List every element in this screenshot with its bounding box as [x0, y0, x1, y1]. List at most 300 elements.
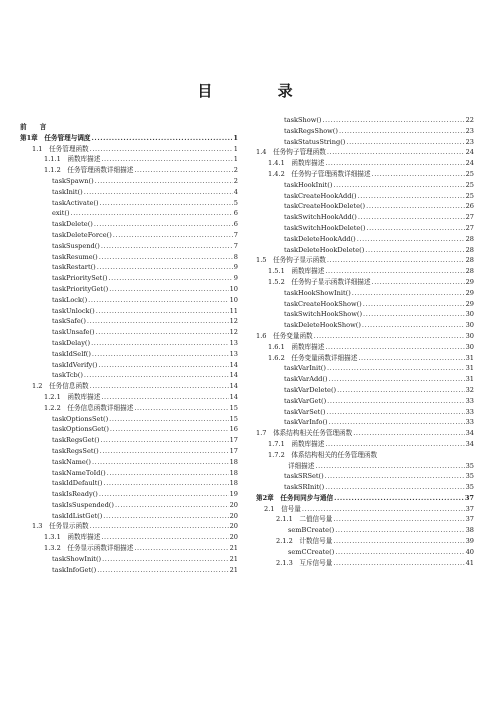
toc-entry-label: 第1章 任务管理与调度: [20, 133, 91, 142]
toc-page-number: 6: [233, 209, 238, 218]
toc-page-number: 1: [233, 155, 238, 164]
toc-leader-dots: [337, 385, 465, 396]
toc-entry: [20, 187, 238, 198]
toc-entry: [20, 154, 238, 165]
toc-page-number: 35: [465, 461, 474, 470]
toc-page-number: 29: [465, 288, 474, 297]
toc-page-number: 39: [465, 537, 474, 546]
toc-page-number: 20: [229, 511, 238, 520]
toc-entry-label: semBCreate(): [288, 526, 335, 535]
toc-entry: [20, 435, 238, 446]
toc-entry-label: taskIdDefault(): [52, 479, 103, 488]
toc-entry-label: taskStatusString(): [284, 137, 346, 146]
toc-entry-label: 1.6.2 任务变量函数详细描述: [268, 353, 358, 362]
toc-page-number: 35: [465, 483, 474, 492]
toc-entry: [256, 299, 474, 310]
toc-entry: [256, 461, 474, 472]
toc-entry-label: 2.1 信号量: [264, 504, 301, 513]
toc-entry-label: taskCreateHookShow(): [284, 299, 362, 308]
toc-entry: [20, 252, 238, 263]
toc-page-number: 19: [229, 490, 238, 499]
toc-leader-dots: [353, 428, 464, 439]
toc-page-number: 13: [229, 338, 238, 347]
toc-entry: [256, 504, 474, 515]
toc-page-number: 10: [229, 295, 238, 304]
toc-entry-label: taskOptionsSet(): [52, 414, 109, 423]
toc-entry: [256, 353, 474, 364]
toc-page-number: 18: [229, 479, 238, 488]
toc-leader-dots: [333, 180, 464, 191]
toc-leader-dots: [372, 169, 465, 180]
toc-leader-dots: [335, 547, 464, 558]
toc-page-number: 28: [465, 267, 474, 276]
toc-entry-label: taskSRSet(): [284, 472, 324, 481]
toc-page-number: 9: [233, 274, 238, 283]
toc-entry: [256, 234, 474, 245]
toc-leader-dots: [71, 208, 233, 219]
toc-page-number: 26: [465, 202, 474, 211]
toc-entry-label: taskSpawn(): [52, 176, 94, 185]
toc-page-number: 1: [233, 144, 238, 153]
toc-entry-label: taskDelay(): [52, 338, 91, 347]
toc-leader-dots: [102, 554, 229, 565]
toc-leader-dots: [358, 353, 464, 364]
toc-entry-label: taskSafe(): [52, 317, 86, 326]
toc-entry: [20, 198, 238, 209]
toc-entry: [256, 558, 474, 569]
toc-entry-label: taskShow(): [284, 116, 322, 124]
toc-leader-dots: [334, 493, 464, 504]
toc-leader-dots: [92, 133, 233, 144]
toc-leader-dots: [101, 532, 228, 543]
toc-leader-dots: [134, 543, 228, 554]
toc-entry-label: taskCreateHookDelete(): [284, 202, 366, 211]
toc-entry: [256, 126, 474, 137]
toc-leader-dots: [325, 266, 464, 277]
toc-page-number: 35: [465, 472, 474, 481]
toc-page-number: 10: [229, 284, 238, 293]
toc-entry: [256, 158, 474, 169]
toc-entry: [20, 511, 238, 522]
toc-leader-dots: [99, 252, 233, 263]
toc-entry: [20, 392, 238, 403]
toc-leader-dots: [329, 417, 465, 428]
toc-entry-label: taskDeleteHookAdd(): [284, 234, 356, 243]
toc-entry-label: taskInit(): [52, 187, 83, 196]
toc-entry: [20, 306, 238, 317]
toc-entry-label: 1.5.1 函数库描述: [268, 267, 325, 276]
toc-page-number: 18: [229, 468, 238, 477]
toc-entry-label: 2.1.1 二值信号量: [276, 515, 333, 524]
toc-leader-dots: [103, 511, 228, 522]
toc-entry: [256, 245, 474, 256]
toc-leader-dots: [110, 424, 229, 435]
toc-entry: [20, 532, 238, 543]
toc-page-number: 5: [233, 198, 238, 207]
toc-leader-dots: [327, 363, 465, 374]
toc-entry: [20, 133, 238, 144]
toc-leader-dots: [101, 392, 228, 403]
toc-entry: [20, 208, 238, 219]
toc-entry: [20, 500, 238, 511]
toc-entry-label: 1.7.1 函数库描述: [268, 439, 325, 448]
toc-entry-label: taskNameToId(): [52, 468, 106, 477]
toc-leader-dots: [333, 514, 464, 525]
toc-leader-dots: [357, 234, 465, 245]
toc-entry-label: 1.3 任务显示函数: [32, 522, 89, 531]
toc-entry: [20, 338, 238, 349]
toc-leader-dots: [326, 407, 464, 418]
toc-entry-label: taskIdListGet(): [52, 511, 103, 520]
toc-entry-label: 详细描述: [288, 461, 315, 470]
toc-entry-label: taskIdVerify(): [52, 360, 98, 369]
toc-entry: [20, 316, 238, 327]
toc-page-number: 33: [465, 407, 474, 416]
toc-page-number: 37: [464, 493, 474, 502]
toc-entry: [256, 450, 474, 461]
toc-page-number: 8: [233, 252, 238, 261]
toc-leader-dots: [363, 299, 465, 310]
toc-page-number: 29: [465, 299, 474, 308]
toc-entry-label: 1.4.2 任务钩子管理函数详细描述: [268, 169, 371, 178]
toc-entry-label: taskIdSelf(): [52, 349, 91, 358]
toc-page-number: 14: [229, 382, 238, 391]
toc-entry: [256, 374, 474, 385]
toc-entry: [256, 115, 474, 126]
toc-entry: [20, 262, 238, 273]
toc-leader-dots: [325, 158, 464, 169]
toc-page-number: 25: [465, 191, 474, 200]
toc-entry-label: taskDeleteHookShow(): [284, 321, 361, 330]
toc-entry-label: 1.2 任务信息函数: [32, 382, 89, 391]
toc-entry-label: taskOptionsGet(): [52, 425, 109, 434]
toc-entry: [256, 439, 474, 450]
page-title: 目 录: [197, 82, 323, 100]
toc-entry: [20, 165, 238, 176]
toc-entry-label: taskResume(): [52, 252, 98, 261]
toc-page-number: 41: [465, 558, 474, 567]
toc-page-number: 12: [229, 317, 238, 326]
toc-entry: [20, 521, 238, 532]
toc-entry: [20, 543, 238, 554]
toc-entry-label: 1.7.2 体系结构相关的任务管理函数: [268, 450, 378, 459]
toc-leader-dots: [346, 137, 464, 148]
toc-page-number: 29: [465, 277, 474, 286]
toc-entry-label: taskActivate(): [52, 198, 99, 207]
toc-entry: [20, 489, 238, 500]
toc-page-number: 30: [465, 321, 474, 330]
toc-entry-label: taskDeleteHookDelete(): [284, 245, 365, 254]
toc-entry-label: taskSwitchHookDelete(): [284, 223, 366, 232]
toc-entry: [20, 122, 238, 133]
toc-entry: [20, 349, 238, 360]
toc-leader-dots: [97, 262, 233, 273]
toc-entry: [256, 547, 474, 558]
toc-leader-dots: [100, 435, 228, 446]
toc-entry-label: taskIsSuspended(): [52, 500, 114, 509]
toc-entry-label: 第2章 任务间同步与通信: [256, 493, 334, 502]
toc-entry: [20, 176, 238, 187]
toc-page-number: 27: [465, 223, 474, 232]
toc-leader-dots: [92, 457, 229, 468]
toc-leader-dots: [358, 191, 465, 202]
toc-entry: [256, 266, 474, 277]
toc-leader-dots: [98, 360, 228, 371]
toc-entry: [256, 493, 474, 504]
toc-leader-dots: [327, 255, 465, 266]
toc-page-number: 31: [465, 353, 474, 362]
toc-page-number: 23: [465, 126, 474, 135]
toc-page-number: 17: [229, 446, 238, 455]
toc-entry-label: taskSwitchHookShow(): [284, 310, 363, 319]
toc-leader-dots: [95, 176, 233, 187]
toc-entry: [256, 201, 474, 212]
toc-page-number: 15: [229, 414, 238, 423]
toc-entry: [256, 396, 474, 407]
toc-page-number: 28: [465, 245, 474, 254]
toc-page-number: 32: [465, 385, 474, 394]
toc-entry-label: taskName(): [52, 457, 91, 466]
toc-page-number: 11: [229, 306, 238, 315]
toc-page-number: 7: [233, 230, 238, 239]
toc-entry-label: taskHookInit(): [284, 180, 333, 189]
toc-entry-label: taskVarGet(): [284, 396, 327, 405]
toc-leader-dots: [352, 288, 465, 299]
toc-page-number: 25: [465, 169, 474, 178]
toc-entry-label: taskHookShowInit(): [284, 288, 351, 297]
toc-entry: [20, 295, 238, 306]
toc-page-number: 37: [465, 504, 474, 513]
toc-page-number: 28: [465, 256, 474, 265]
toc-leader-dots: [372, 277, 465, 288]
toc-entry: [256, 255, 474, 266]
toc-page-number: 24: [465, 148, 474, 157]
toc-entry: [20, 230, 238, 241]
toc-page-number: 30: [465, 331, 474, 340]
toc-entry-label: 1.4 任务钩子管理函数: [256, 148, 326, 157]
toc-entry: [256, 536, 474, 547]
toc-entry-label: taskVarAdd(): [284, 375, 328, 384]
toc-entry-label: 1.4.1 函数库描述: [268, 159, 325, 168]
toc-entry-label: 1.1 任务管理函数: [32, 144, 89, 153]
toc-entry-label: 2.1.3 互斥信号量: [276, 558, 333, 567]
toc-page-number: 30: [465, 342, 474, 351]
toc-page-number: 21: [229, 554, 238, 563]
toc-page-number: 38: [465, 526, 474, 535]
toc-entry: [256, 514, 474, 525]
toc-leader-dots: [325, 439, 464, 450]
toc-entry: [256, 277, 474, 288]
toc-page-number: 22: [465, 116, 474, 124]
toc-leader-dots: [358, 212, 465, 223]
toc-entry: [20, 370, 238, 381]
toc-leader-dots: [325, 471, 465, 482]
toc-leader-dots: [84, 370, 229, 381]
toc-leader-dots: [107, 468, 229, 479]
toc-leader-dots: [104, 478, 229, 489]
toc-entry: [20, 414, 238, 425]
toc-entry-label: 1.3.1 函数库描述: [44, 533, 101, 542]
toc-leader-dots: [366, 223, 464, 234]
toc-entry: [20, 273, 238, 284]
toc-entry: [256, 525, 474, 536]
toc-entry-label: taskInfoGet(): [52, 565, 97, 574]
toc-entry-label: 1.5.2 任务钩子显示函数详细描述: [268, 277, 371, 286]
toc-entry: [20, 468, 238, 479]
toc-leader-dots: [96, 306, 229, 317]
toc-entry-label: taskUnsafe(): [52, 328, 95, 337]
toc-page-number: 33: [465, 396, 474, 405]
toc-leader-dots: [333, 536, 464, 547]
toc-entry: [256, 223, 474, 234]
toc-page-number: 9: [233, 263, 238, 272]
toc-page-number: 30: [465, 310, 474, 319]
toc-entry: [256, 309, 474, 320]
toc-page-number: 12: [229, 328, 238, 337]
toc-leader-dots: [329, 374, 465, 385]
toc-leader-dots: [109, 414, 228, 425]
toc-leader-dots: [90, 144, 233, 155]
toc-page-number: 6: [233, 220, 238, 229]
toc-leader-dots: [325, 482, 464, 493]
toc-leader-dots: [96, 327, 229, 338]
toc-entry-label: semCCreate(): [288, 547, 335, 556]
toc-entry-label: taskRegsSet(): [52, 446, 99, 455]
toc-page-number: 34: [465, 439, 474, 448]
toc-entry: [20, 478, 238, 489]
toc-entry: [20, 457, 238, 468]
toc-entry: [20, 554, 238, 565]
toc-entry-label: taskRestart(): [52, 263, 96, 272]
toc-page-number: 14: [229, 392, 238, 401]
toc-leader-dots: [100, 198, 233, 209]
toc-entry-label: taskRegsGet(): [52, 436, 100, 445]
toc-entry-label: 1.6 任务变量函数: [256, 331, 313, 340]
toc-page-number: 1: [233, 133, 238, 142]
toc-entry: [256, 320, 474, 331]
toc-entry-label: taskVarSet(): [284, 407, 326, 416]
toc-leader-dots: [99, 489, 229, 500]
toc-entry-label: taskCreateHookAdd(): [284, 191, 357, 200]
toc-entry-label: 1.3.2 任务显示函数详细描述: [44, 544, 134, 553]
toc-entry: [256, 363, 474, 374]
toc-page-number: 34: [465, 429, 474, 438]
toc-entry-label: exit(): [52, 209, 70, 218]
toc-entry: [256, 407, 474, 418]
toc-page-number: 4: [233, 187, 238, 196]
toc-page-number: 21: [229, 565, 238, 574]
toc-leader-dots: [90, 521, 229, 532]
toc-page-number: 24: [465, 159, 474, 168]
toc-entry-label: taskVarDelete(): [284, 385, 337, 394]
toc-entry: [20, 403, 238, 414]
toc-leader-dots: [84, 187, 233, 198]
toc-page-number: 14: [229, 371, 238, 380]
toc-entry: [20, 360, 238, 371]
toc-page-number: 31: [465, 364, 474, 373]
toc-page-number: 14: [229, 360, 238, 369]
toc-entry-label: 1.5 任务钩子显示函数: [256, 256, 326, 265]
toc-page-number: 27: [465, 213, 474, 222]
toc-entry-label: taskIsReady(): [52, 490, 98, 499]
toc-page-number: 28: [465, 234, 474, 243]
toc-entry-label: taskVarInfo(): [284, 418, 328, 427]
toc-entry: [20, 284, 238, 295]
toc-entry-label: 1.1.1 函数库描述: [44, 155, 101, 164]
toc-entry-label: 1.7 体系结构相关任务管理函数: [256, 429, 353, 438]
toc-entry: [256, 385, 474, 396]
toc-leader-dots: [325, 342, 464, 353]
toc-entry-label: 1.2.1 函数库描述: [44, 392, 101, 401]
toc-page-number: 37: [465, 515, 474, 524]
toc-leader-dots: [113, 230, 233, 241]
toc-entry-label: taskUnlock(): [52, 306, 95, 315]
toc-leader-dots: [91, 338, 229, 349]
toc-entry: [20, 327, 238, 338]
toc-entry: [20, 565, 238, 576]
toc-page-number: 20: [229, 522, 238, 531]
toc-entry-label: taskLock(): [52, 295, 88, 304]
toc-page-number: 2: [233, 176, 238, 185]
toc-page-number: 17: [229, 436, 238, 445]
toc-page-number: 23: [465, 137, 474, 146]
toc-page-number: 20: [229, 533, 238, 542]
toc-leader-dots: [100, 446, 229, 457]
toc-entry: [256, 482, 474, 493]
toc-entry-label: taskDelete(): [52, 220, 93, 229]
toc-entry-label: 1.1.2 任务管理函数详细描述: [44, 166, 134, 175]
toc-entry-label: 1.6.1 函数库描述: [268, 342, 325, 351]
toc-entry: [256, 147, 474, 158]
toc-leader-dots: [101, 241, 233, 252]
toc-leader-dots: [88, 295, 228, 306]
toc-page-number: 16: [229, 425, 238, 434]
toc-page-number: 33: [465, 418, 474, 427]
toc-entry: [20, 424, 238, 435]
toc-entry: [20, 219, 238, 230]
toc-page-number: 2: [233, 166, 238, 175]
toc-leader-dots: [97, 565, 228, 576]
toc-leader-dots: [366, 201, 464, 212]
toc-leader-dots: [302, 504, 465, 515]
toc-leader-dots: [339, 126, 465, 137]
toc-page-number: 15: [229, 403, 238, 412]
toc-entry-label: taskSwitchHookAdd(): [284, 213, 357, 222]
toc-entry-label: taskShowInit(): [52, 554, 102, 563]
toc-entry-label: taskPriorityGet(): [52, 284, 109, 293]
toc-page-number: 7: [233, 241, 238, 250]
toc-page-number: 18: [229, 457, 238, 466]
toc-entry-label: taskDeleteForce(): [52, 230, 112, 239]
toc-leader-dots: [327, 396, 464, 407]
toc-entry-label: taskVarInit(): [284, 364, 326, 373]
toc-entry: [256, 471, 474, 482]
toc-entry: [256, 342, 474, 353]
toc-page-number: 20: [229, 500, 238, 509]
toc-leader-dots: [365, 245, 464, 256]
toc-entry: [256, 169, 474, 180]
toc-leader-dots: [90, 381, 229, 392]
toc-left-column: [20, 122, 238, 575]
toc-entry-label: 前 言: [20, 123, 47, 131]
toc-entry: [256, 417, 474, 428]
toc-leader-dots: [87, 316, 229, 327]
toc-entry: [256, 137, 474, 148]
toc-entry: [20, 446, 238, 457]
toc-leader-dots: [333, 558, 464, 569]
toc-entry-label: 2.1.2 计数信号量: [276, 537, 333, 546]
toc-leader-dots: [92, 349, 229, 360]
